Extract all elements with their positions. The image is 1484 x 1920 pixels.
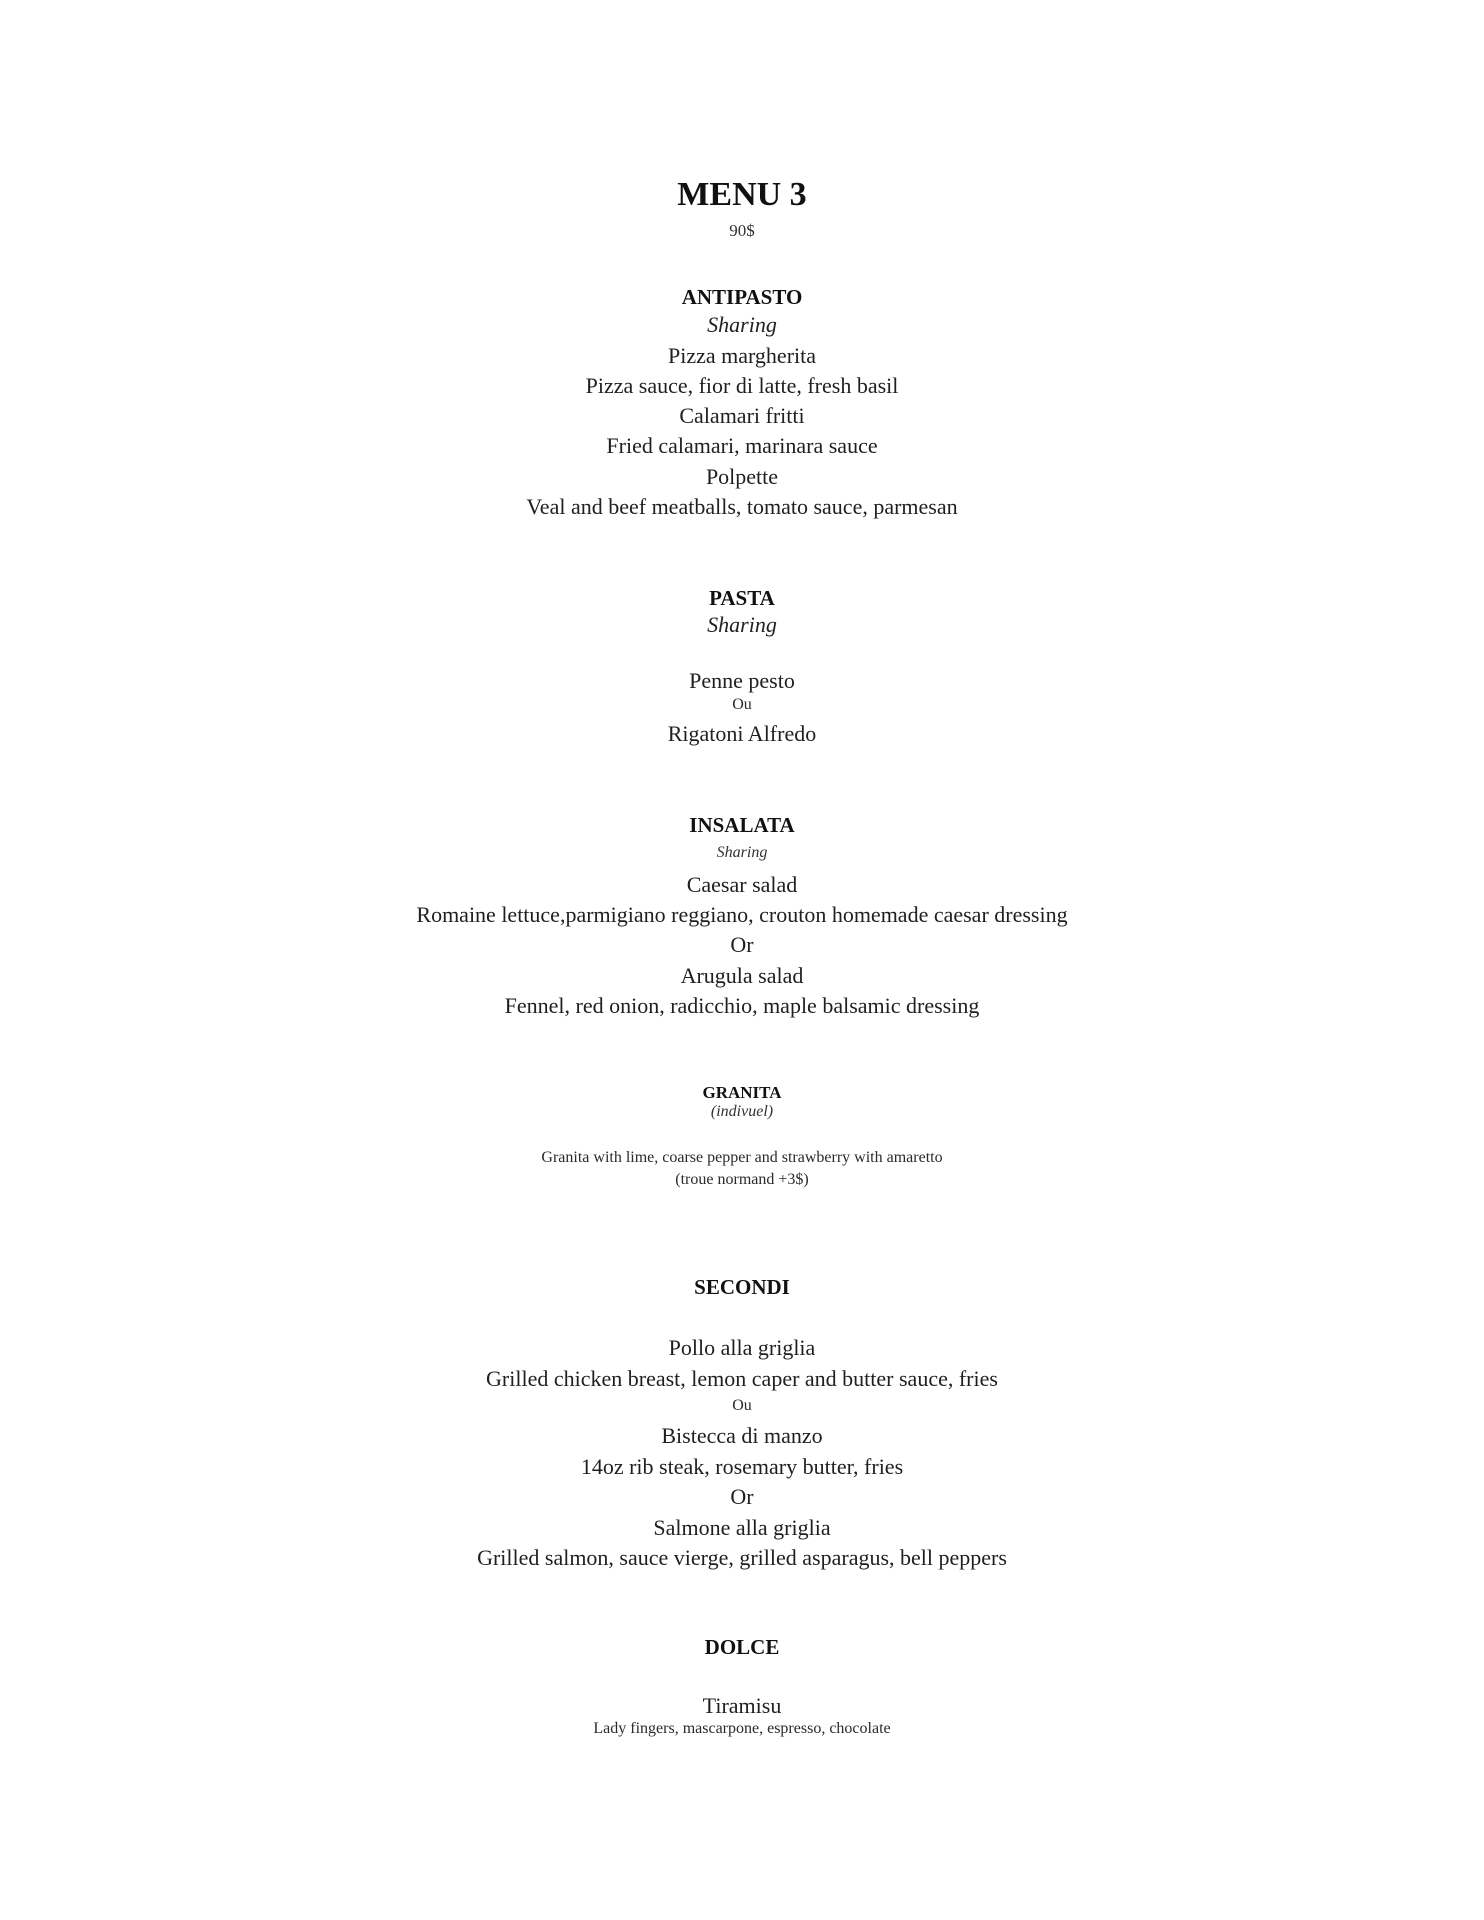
insalata-option-desc: Romaine lettuce,parmigiano reggiano, crouton homemade caesar dressing: [416, 902, 1068, 927]
antipasto-heading: ANTIPASTO: [681, 285, 803, 309]
granita-note: (indivuel): [710, 1103, 774, 1120]
secondi-separator: Or: [730, 1484, 754, 1509]
secondi-heading: SECONDI: [694, 1275, 790, 1299]
secondi-option-name: Pollo alla griglia: [668, 1335, 816, 1360]
insalata-note: Sharing: [716, 844, 768, 861]
secondi-option-name: Salmone alla griglia: [653, 1515, 831, 1540]
menu-price: 90$: [729, 221, 755, 240]
insalata-separator: Or: [730, 932, 754, 957]
antipasto-item-desc: Veal and beef meatballs, tomato sauce, parmesan: [526, 494, 958, 519]
antipasto-note: Sharing: [707, 312, 777, 337]
dolce-item-desc: Lady fingers, mascarpone, espresso, chocolate: [593, 1720, 891, 1737]
pasta-option: Rigatoni Alfredo: [667, 721, 817, 746]
pasta-note: Sharing: [707, 612, 777, 637]
secondi-separator: Ou: [732, 1397, 752, 1414]
dolce-item-name: Tiramisu: [702, 1693, 782, 1718]
pasta-separator: Ou: [732, 696, 752, 713]
menu-title: MENU 3: [677, 176, 807, 213]
pasta-heading: PASTA: [709, 586, 775, 610]
secondi-option-name: Bistecca di manzo: [661, 1423, 823, 1448]
insalata-option-name: Arugula salad: [680, 963, 804, 988]
secondi-option-desc: Grilled salmon, sauce vierge, grilled asparagus, bell peppers: [477, 1545, 1007, 1570]
dolce-heading: DOLCE: [704, 1635, 780, 1659]
insalata-option-desc: Fennel, red onion, radicchio, maple balsamic dressing: [504, 993, 980, 1018]
granita-desc: Granita with lime, coarse pepper and strawberry with amaretto: [541, 1149, 943, 1166]
insalata-option-name: Caesar salad: [686, 872, 798, 897]
antipasto-item: Polpette: [705, 464, 779, 489]
granita-extra: (troue normand +3$): [675, 1171, 809, 1188]
antipasto-item-desc: Pizza sauce, fior di latte, fresh basil: [585, 373, 899, 398]
pasta-option: Penne pesto: [689, 668, 795, 693]
antipasto-item: Calamari fritti: [679, 403, 805, 428]
insalata-heading: INSALATA: [689, 813, 795, 837]
antipasto-item-desc: Fried calamari, marinara sauce: [606, 433, 878, 458]
antipasto-item: Pizza margherita: [667, 343, 817, 368]
secondi-option-desc: 14oz rib steak, rosemary butter, fries: [580, 1454, 904, 1479]
granita-heading: GRANITA: [702, 1083, 782, 1102]
secondi-option-desc: Grilled chicken breast, lemon caper and butter sauce, fries: [486, 1366, 998, 1391]
